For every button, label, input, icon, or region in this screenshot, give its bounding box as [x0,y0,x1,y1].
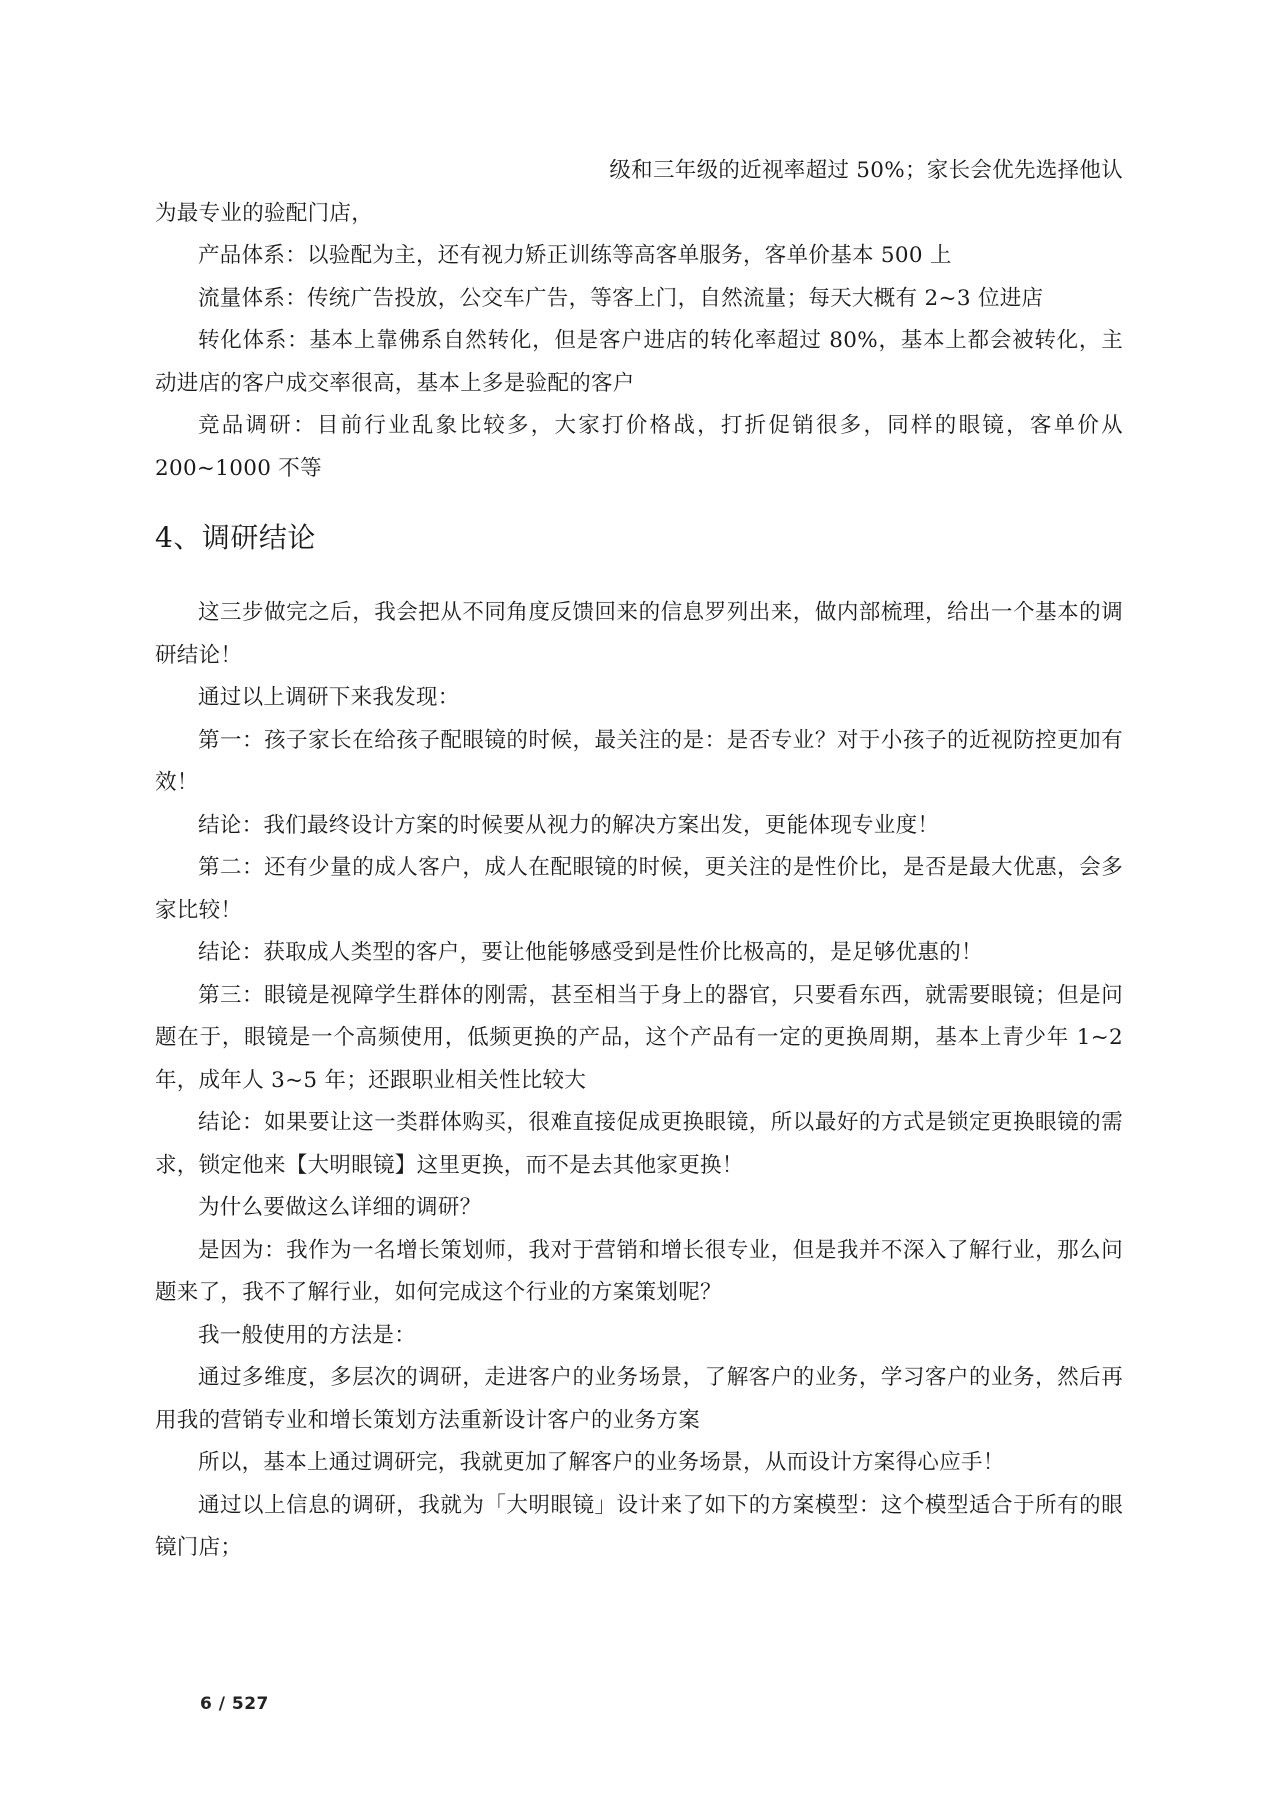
paragraph: 第三：眼镜是视障学生群体的刚需，甚至相当于身上的器官，只要看东西，就需要眼镜；但是问题在于，眼镜是一个高频使用，低频更换的产品，这个产品有一定的更换周期，基本上青少年 1~2 年，成年人 3~5 年；还跟职业相关性比较大 [155,982,1123,1093]
paragraph: 第一：孩子家长在给孩子配眼镜的时候，最关注的是：是否专业？对于小孩子的近视防控更加有效！ [155,727,1123,795]
paragraph: 通过多维度，多层次的调研，走进客户的业务场景，了解客户的业务，学习客户的业务，然后再用我的营销专业和增长策划方法重新设计客户的业务方案 [155,1365,1123,1433]
paragraph: 通过以上信息的调研，我就为「大明眼镜」设计来了如下的方案模型：这个模型适合于所有的眼镜门店； [155,1492,1123,1560]
page-content [155,150,1123,1570]
paragraph: 我一般使用的方法是： [198,1322,417,1348]
section-heading: 4、调研结论 [155,521,316,554]
paragraph-traffic-system: 流量体系：传统广告投放，公交车广告，等客上门，自然流量；每天大概有 2~3 位进店 [198,285,1044,311]
paragraph: 结论：如果要让这一类群体购买，很难直接促成更换眼镜，所以最好的方式是锁定更换眼镜的需求，锁定他来【大明眼镜】这里更换，而不是去其他家更换！ [155,1110,1123,1178]
paragraph: 所以，基本上通过调研完，我就更加了解客户的业务场景，从而设计方案得心应手！ [198,1450,1005,1475]
paragraph: 这三步做完之后，我会把从不同角度反馈回来的信息罗列出来，做内部梳理，给出一个基本的调研结论！ [155,600,1123,668]
paragraph-conversion-system: 转化体系：基本上靠佛系自然转化，但是客户进店的转化率超过 80%，基本上都会被转化，主动进店的客户成交率很高，基本上多是验配的客户 [155,328,1123,396]
continued-line: 级和三年级的近视率超过 50%；家长会优先选择他认 [609,158,1123,183]
paragraph: 第二：还有少量的成人客户，成人在配眼镜的时候，更关注的是性价比，是否是最大优惠，会多家比较！ [155,855,1123,923]
paragraph: 结论：获取成人类型的客户，要让他能够感受到是性价比极高的，是足够优惠的！ [198,940,983,965]
paragraph: 通过以上调研下来我发现： [198,685,460,710]
paragraph: 为什么要做这么详细的调研？ [198,1195,482,1220]
paragraph: 是因为：我作为一名增长策划师，我对于营销和增长很专业，但是我并不深入了解行业，那么问题来了，我不了解行业，如何完成这个行业的方案策划呢？ [155,1237,1123,1305]
paragraph-product-system: 产品体系：以验配为主，还有视力矫正训练等高客单服务，客单价基本 500 上 [198,243,952,268]
continued-line-end: 为最专业的验配门店， [155,200,374,226]
paragraph-competitor-research: 竞品调研：目前行业乱象比较多，大家打价格战，打折促销很多，同样的眼镜，客单价从 200~1000 不等 [155,413,1123,481]
paragraph: 结论：我们最终设计方案的时候要从视力的解决方案出发，更能体现专业度！ [198,812,940,838]
page-number: 6 / 527 [200,1694,269,1714]
